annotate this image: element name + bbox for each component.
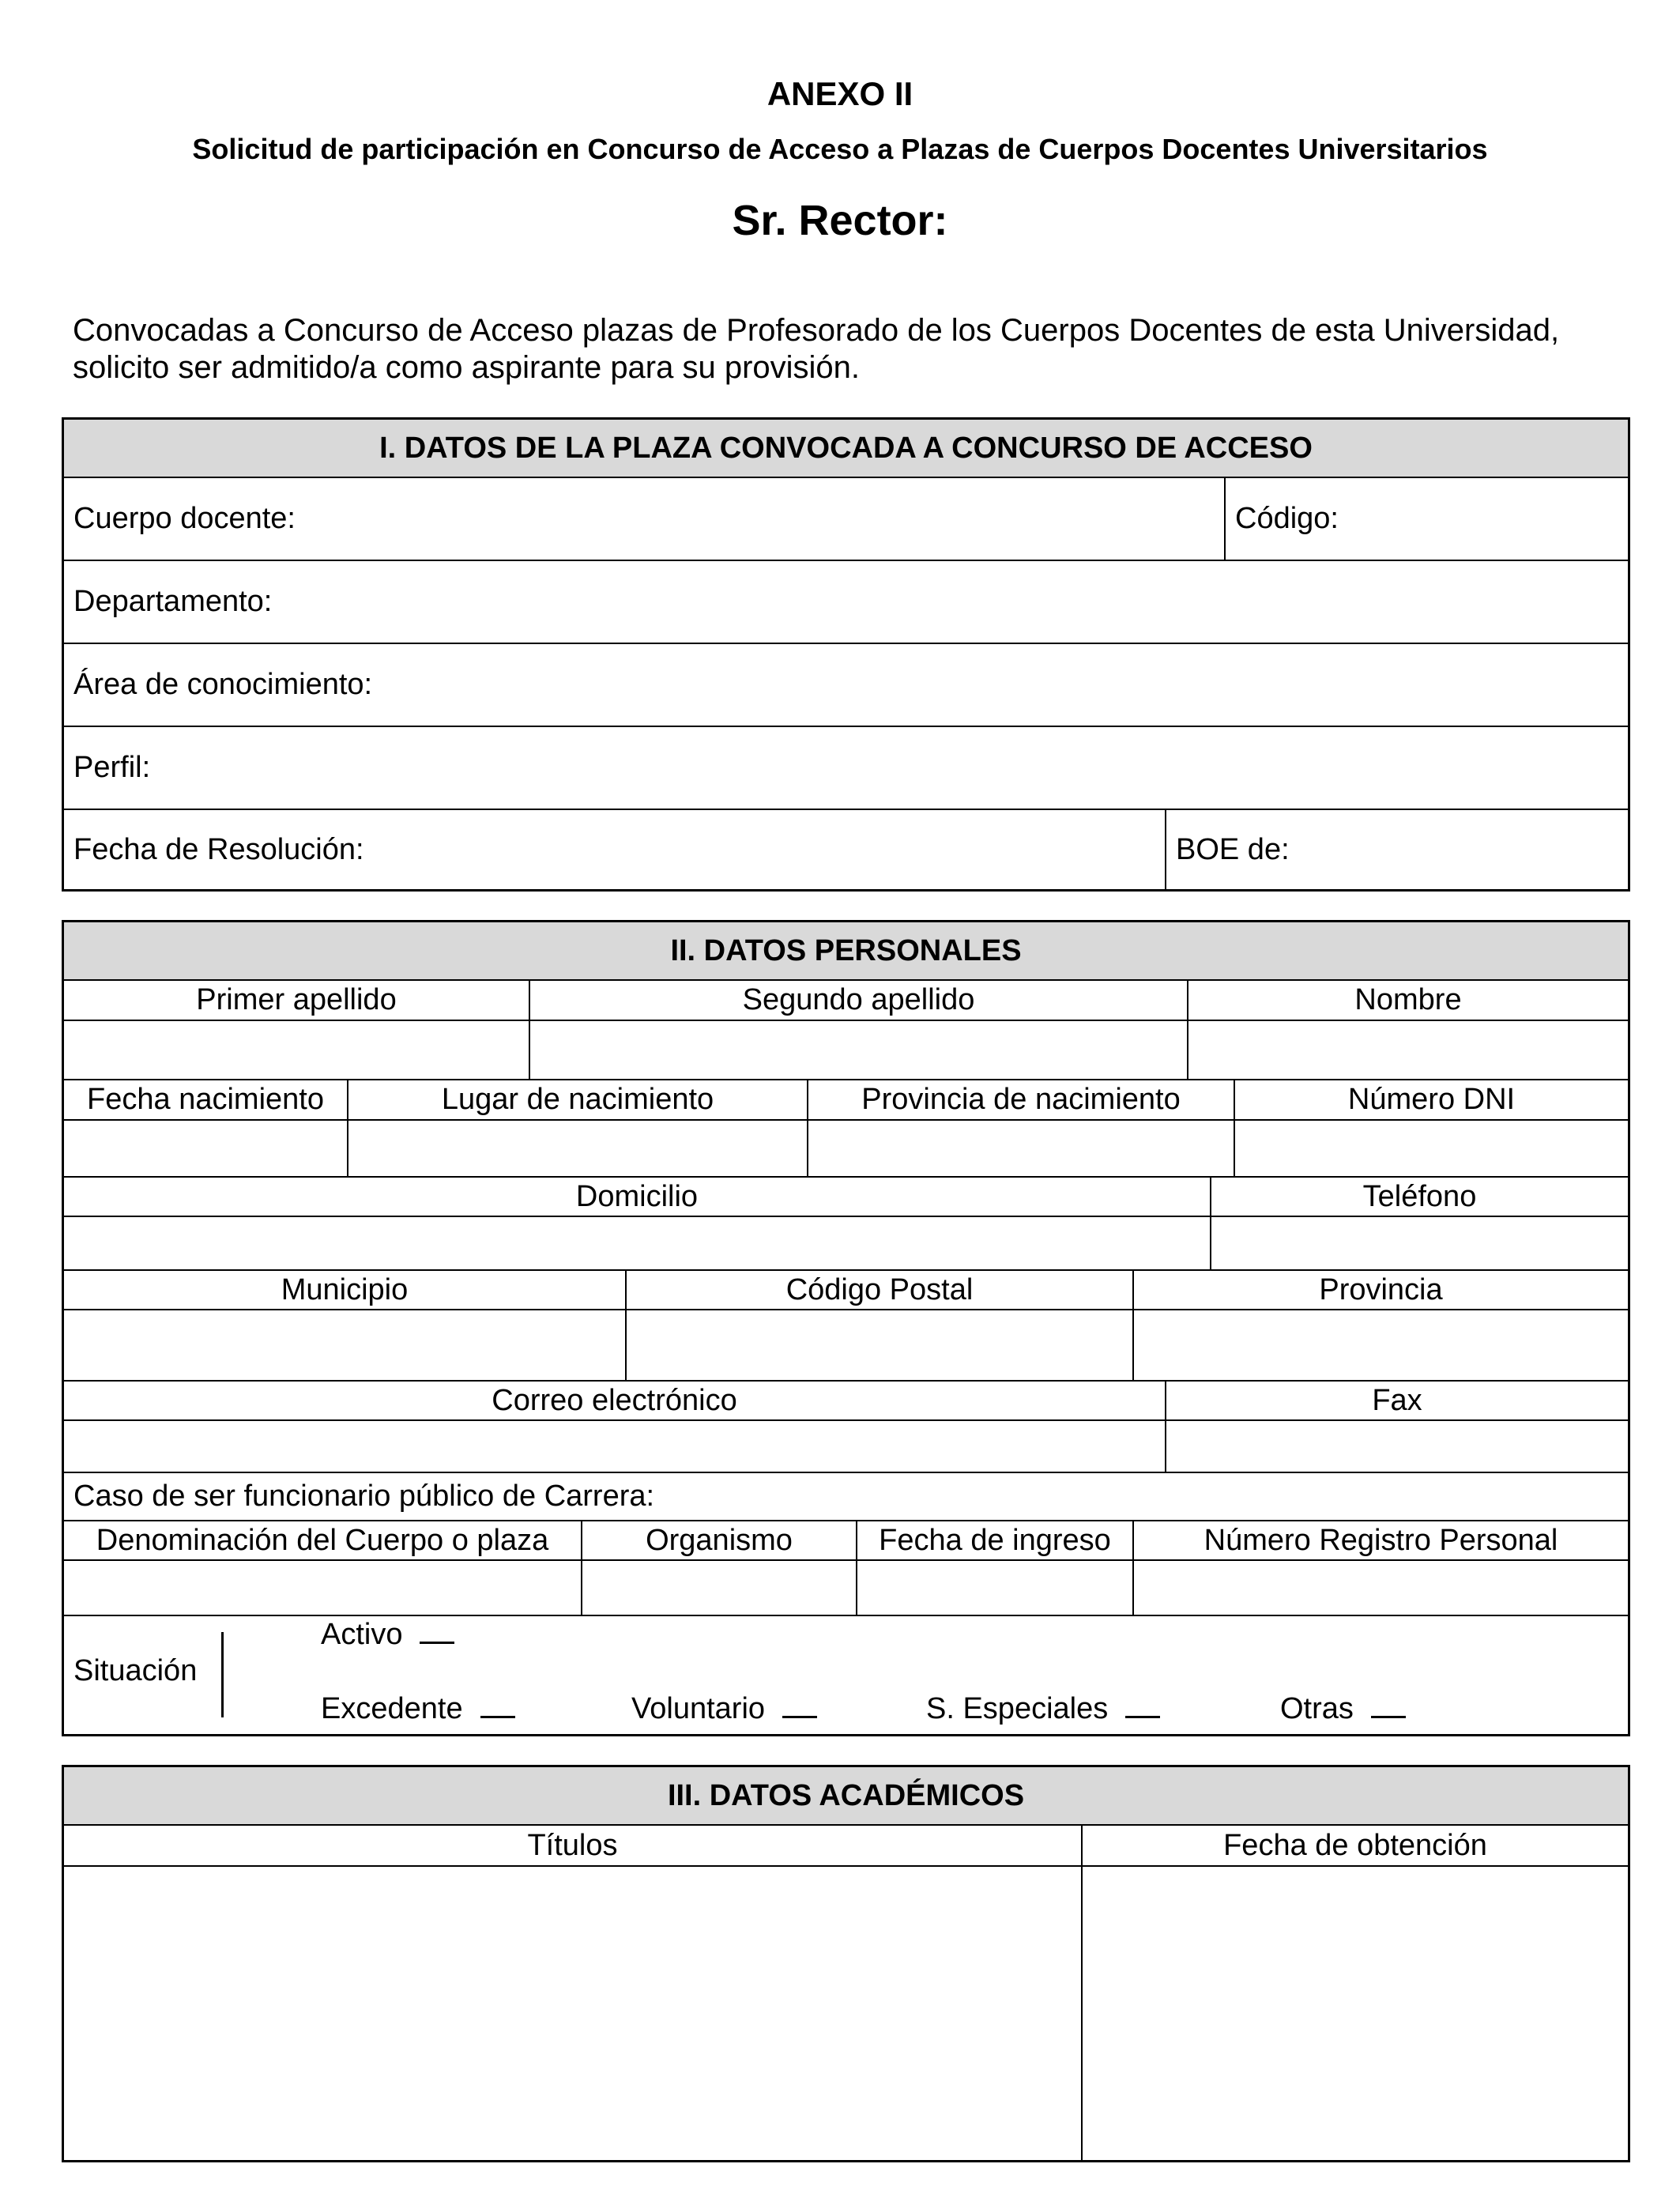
fecha-nacimiento-label: Fecha nacimiento bbox=[64, 1080, 348, 1121]
otras-option[interactable] bbox=[1280, 1692, 1406, 1726]
fecha-obtencion-input[interactable] bbox=[1083, 1867, 1628, 2160]
section-academic-title: III. DATOS ACADÉMICOS bbox=[64, 1767, 1628, 1826]
section-plaza bbox=[62, 417, 1630, 892]
telefono-label: Teléfono bbox=[1211, 1178, 1628, 1217]
registro-personal-input[interactable] bbox=[1134, 1561, 1628, 1616]
correo-label: Correo electrónico bbox=[64, 1382, 1166, 1421]
page-title: ANEXO II bbox=[767, 75, 913, 112]
domicilio-label: Domicilio bbox=[64, 1178, 1211, 1217]
excedente-label: Excedente bbox=[321, 1692, 463, 1725]
especiales-option[interactable] bbox=[926, 1692, 1160, 1726]
form-subtitle: Solicitud de participación en Concurso de Acceso a Plazas de Cuerpos Docentes Universitarios bbox=[192, 133, 1488, 165]
especiales-label: S. Especiales bbox=[926, 1692, 1109, 1725]
fecha-obtencion-label: Fecha de obtención bbox=[1083, 1826, 1628, 1867]
departamento-field[interactable]: Departamento: bbox=[64, 561, 1628, 644]
fecha-nacimiento-input[interactable] bbox=[64, 1121, 348, 1178]
organismo-input[interactable] bbox=[582, 1561, 857, 1616]
provincia-nacimiento-input[interactable] bbox=[808, 1121, 1235, 1178]
titulos-label: Títulos bbox=[64, 1826, 1083, 1867]
excedente-option[interactable] bbox=[321, 1692, 515, 1726]
municipio-input[interactable] bbox=[64, 1310, 627, 1382]
especiales-blank[interactable] bbox=[1125, 1713, 1160, 1718]
funcionario-label: Caso de ser funcionario público de Carrera: bbox=[64, 1473, 1628, 1521]
voluntario-option[interactable] bbox=[631, 1692, 817, 1726]
organismo-label: Organismo bbox=[582, 1521, 857, 1561]
municipio-label: Municipio bbox=[64, 1271, 627, 1310]
domicilio-input[interactable] bbox=[64, 1217, 1211, 1271]
section-academic bbox=[62, 1765, 1630, 2162]
codigo-postal-label: Código Postal bbox=[627, 1271, 1134, 1310]
salutation: Sr. Rector: bbox=[732, 197, 948, 244]
voluntario-label: Voluntario bbox=[631, 1692, 766, 1725]
segundo-apellido-input[interactable] bbox=[530, 1021, 1188, 1080]
nombre-label: Nombre bbox=[1188, 981, 1628, 1021]
dni-input[interactable] bbox=[1235, 1121, 1628, 1178]
fecha-resolucion-field[interactable]: Fecha de Resolución: bbox=[64, 810, 1166, 889]
provincia-input[interactable] bbox=[1134, 1310, 1628, 1382]
intro-paragraph: Convocadas a Concurso de Acceso plazas de Profesorado de los Cuerpos Docentes de esta Universidad, solicito ser admitido/a como aspirante para su provisión. bbox=[73, 313, 1560, 385]
denominacion-label: Denominación del Cuerpo o plaza bbox=[64, 1521, 582, 1561]
provincia-label: Provincia bbox=[1134, 1271, 1628, 1310]
otras-label: Otras bbox=[1280, 1692, 1354, 1725]
denominacion-input[interactable] bbox=[64, 1561, 582, 1616]
primer-apellido-label: Primer apellido bbox=[64, 981, 530, 1021]
titulos-input[interactable] bbox=[64, 1867, 1083, 2160]
perfil-field[interactable]: Perfil: bbox=[64, 727, 1628, 810]
provincia-nacimiento-label: Provincia de nacimiento bbox=[808, 1080, 1235, 1121]
situacion-label: Situación bbox=[73, 1654, 198, 1687]
excedente-blank[interactable] bbox=[480, 1713, 515, 1718]
segundo-apellido-label: Segundo apellido bbox=[530, 981, 1188, 1021]
dni-label: Número DNI bbox=[1235, 1080, 1628, 1121]
otras-blank[interactable] bbox=[1371, 1713, 1406, 1718]
nombre-input[interactable] bbox=[1188, 1021, 1628, 1080]
codigo-postal-input[interactable] bbox=[627, 1310, 1134, 1382]
fecha-ingreso-label: Fecha de ingreso bbox=[857, 1521, 1134, 1561]
activo-blank[interactable] bbox=[420, 1638, 454, 1644]
section-personal-title: II. DATOS PERSONALES bbox=[64, 922, 1628, 981]
section-plaza-title: I. DATOS DE LA PLAZA CONVOCADA A CONCURSO DE ACCESO bbox=[64, 420, 1628, 478]
lugar-nacimiento-label: Lugar de nacimiento bbox=[348, 1080, 808, 1121]
lugar-nacimiento-input[interactable] bbox=[348, 1121, 808, 1178]
telefono-input[interactable] bbox=[1211, 1217, 1628, 1271]
codigo-field[interactable]: Código: bbox=[1226, 478, 1628, 561]
voluntario-blank[interactable] bbox=[782, 1713, 817, 1718]
situacion-divider bbox=[221, 1632, 224, 1717]
registro-personal-label: Número Registro Personal bbox=[1134, 1521, 1628, 1561]
cuerpo-docente-field[interactable]: Cuerpo docente: bbox=[64, 478, 1226, 561]
primer-apellido-input[interactable] bbox=[64, 1021, 530, 1080]
correo-input[interactable] bbox=[64, 1421, 1166, 1473]
area-conocimiento-field[interactable]: Área de conocimiento: bbox=[64, 644, 1628, 727]
fecha-ingreso-input[interactable] bbox=[857, 1561, 1134, 1616]
boe-field[interactable]: BOE de: bbox=[1176, 832, 1290, 866]
section-personal bbox=[62, 920, 1630, 1736]
fax-input[interactable] bbox=[1166, 1421, 1628, 1473]
activo-option[interactable] bbox=[321, 1618, 454, 1652]
fax-label: Fax bbox=[1166, 1382, 1628, 1421]
activo-label: Activo bbox=[321, 1618, 403, 1651]
